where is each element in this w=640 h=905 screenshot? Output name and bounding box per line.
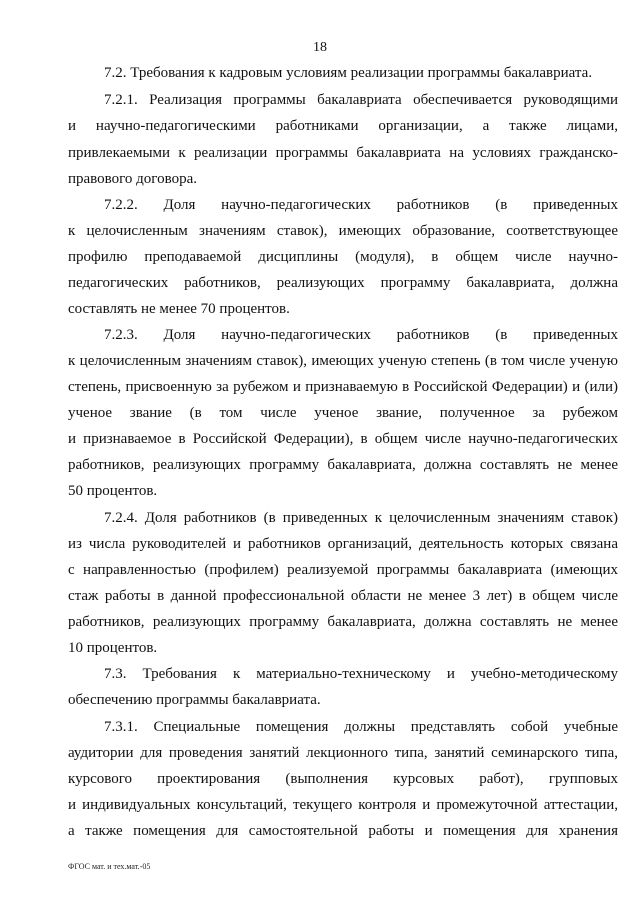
paragraph-line: с направленностью (профилем) реализуемой программы бакалавриата (имеющих [68, 562, 618, 578]
paragraph-line: и индивидуальных консультаций, текущего контроля и промежуточной аттестации, [68, 797, 618, 813]
paragraph-7-2-4: 7.2.4. Доля работников (в приведенных к целочисленным значениям ставок) [104, 510, 618, 526]
paragraph-7-2-2: 7.2.2. Доля научно-педагогических работников (в приведенных [104, 197, 618, 213]
paragraph-line: привлекаемыми к реализации программы бакалавриата на условиях гражданско- [68, 145, 618, 161]
paragraph-line: и признаваемое в Российской Федерации), в общем числе научно-педагогических [68, 431, 618, 447]
paragraph-line: к целочисленным значениям ставок), имеющих образование, соответствующее [68, 223, 618, 239]
paragraph-line: работников, реализующих программу бакалавриата, должна составлять не менее [68, 457, 618, 473]
paragraph-line: курсового проектирования (выполнения курсовых работ), групповых [68, 771, 618, 787]
paragraph-7-2-3: 7.2.3. Доля научно-педагогических работников (в приведенных [104, 327, 618, 343]
paragraph-line: степень, присвоенную за рубежом и признаваемую в Российской Федерации) и (или) [68, 379, 618, 395]
paragraph-line: 50 процентов. [68, 483, 158, 499]
paragraph-line: работников, реализующих программу бакалавриата, должна составлять не менее [68, 614, 618, 630]
paragraph-line: стаж работы в данной профессиональной области не менее 3 лет) в общем числе [68, 588, 618, 604]
paragraph-line: из числа руководителей и работников организаций, деятельность которых связана [68, 536, 618, 552]
heading-7-2: 7.2. Требования к кадровым условиям реализации программы бакалавриата. [104, 65, 593, 81]
heading-7-3: 7.3. Требования к материально-техническому и учебно-методическому [104, 666, 618, 682]
paragraph-line: 10 процентов. [68, 640, 158, 656]
paragraph-line: ученое звание (в том числе ученое звание, полученное за рубежом [68, 405, 618, 421]
paragraph-line: педагогических работников, реализующих программу бакалавриата, должна [68, 275, 618, 291]
paragraph-line: и научно-педагогическими работниками организации, а также лицами, [68, 118, 618, 134]
paragraph-7-2-1: 7.2.1. Реализация программы бакалавриата обеспечивается руководящими [104, 92, 618, 108]
paragraph-line: обеспечению программы бакалавриата. [68, 692, 321, 708]
paragraph-line: профилю преподаваемой дисциплины (модуля), в общем числе научно- [68, 249, 618, 265]
footer-note: ФГОС мат. и тех.мат.-05 [68, 862, 151, 871]
paragraph-line: аудитории для проведения занятий лекционного типа, занятий семинарского типа, [68, 745, 618, 761]
paragraph-line: а также помещения для самостоятельной работы и помещения для хранения [68, 823, 618, 839]
paragraph-line: составлять не менее 70 процентов. [68, 301, 290, 317]
paragraph-line: правового договора. [68, 171, 197, 187]
page-number: 18 [313, 40, 327, 55]
paragraph-7-3-1: 7.3.1. Специальные помещения должны представлять собой учебные [104, 719, 618, 735]
paragraph-line: к целочисленным значениям ставок), имеющих ученую степень (в том числе ученую [68, 353, 618, 369]
